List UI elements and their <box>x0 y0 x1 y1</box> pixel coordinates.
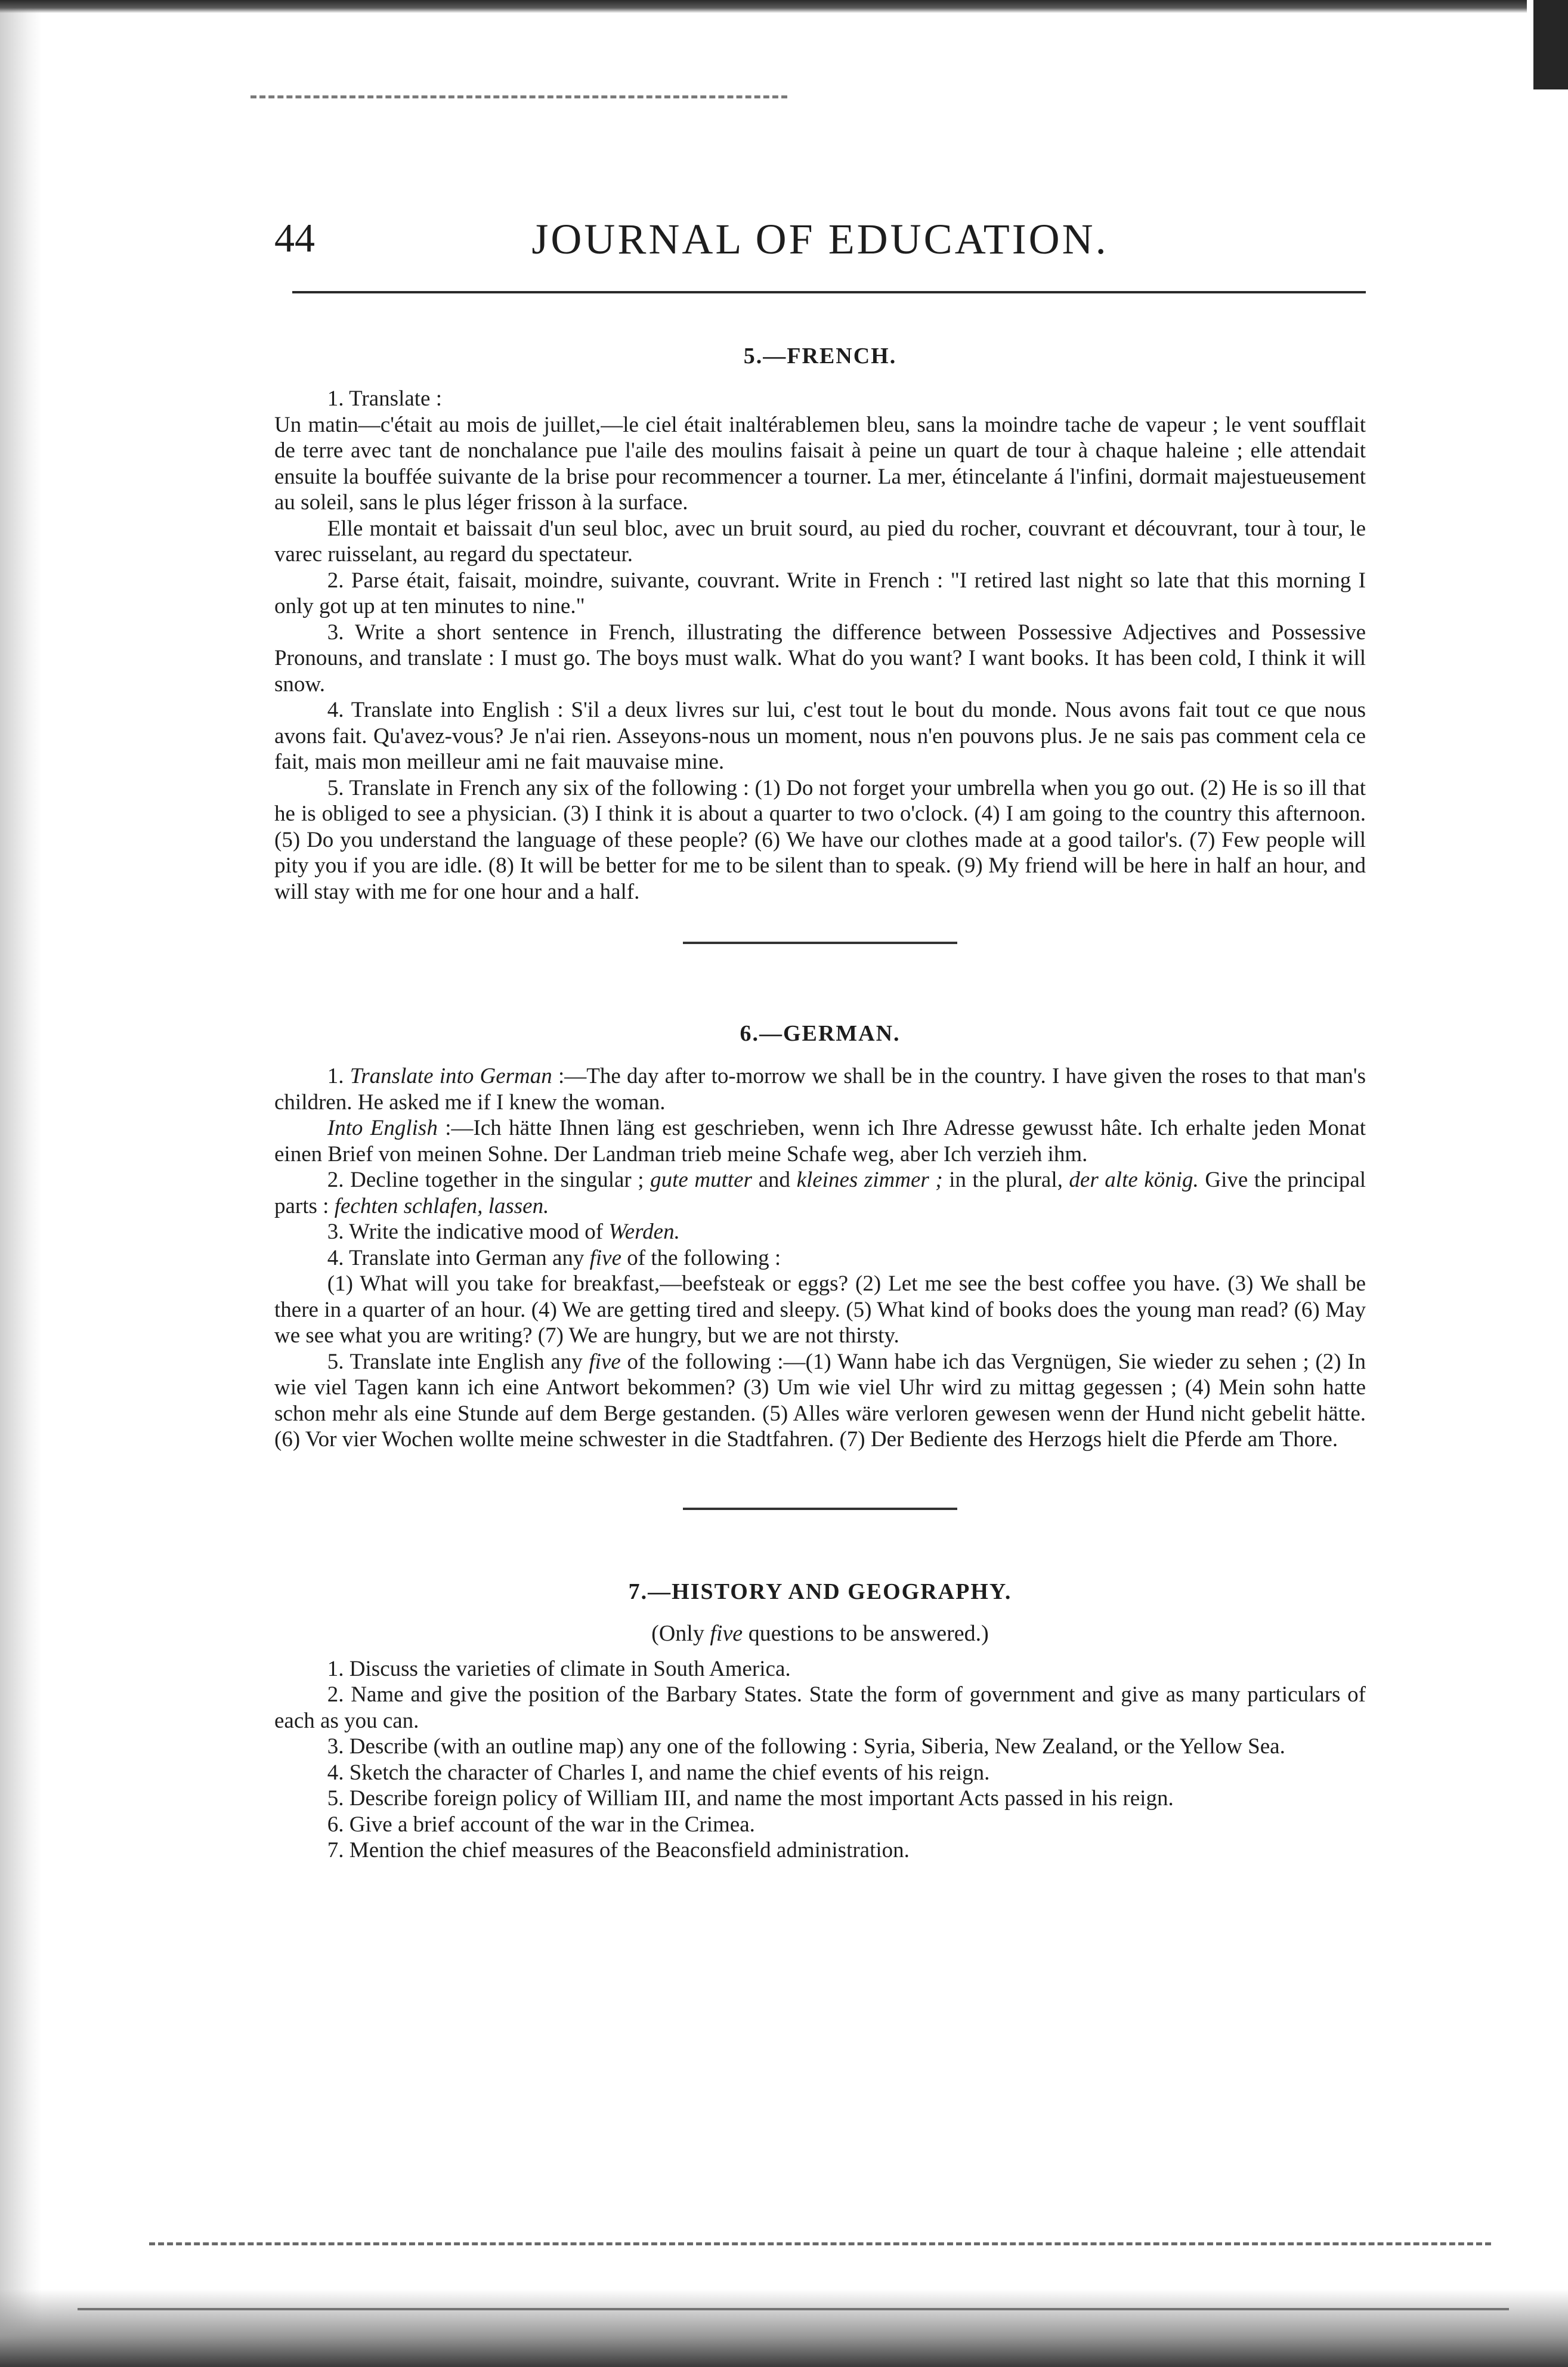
header-rule <box>292 291 1366 293</box>
french-section <box>274 343 1366 905</box>
german-q1b-text: :—Ich hätte Ihnen läng est geschrieben, wenn ich Ihre Adresse gewusst hâte. Ich erhalte jeden Monat einen Brief von meinen Sohne. Der Landman trieb meine Schafe weg, aber Ich verzieh ihm. <box>274 1116 1366 1167</box>
german-section <box>274 1020 1366 1453</box>
french-q3: 3. Write a short sentence in French, illustrating the difference between Possessive Adjectives and Possessive Pronouns, and translate : I must go. The boys must walk. What do you want? I want books. It has been cold, I think it will snow. <box>274 620 1366 697</box>
german-q2-mid: and <box>758 1168 790 1192</box>
history-note-post: questions to be answered.) <box>748 1620 989 1646</box>
french-q5: 5. Translate in French any six of the following : (1) Do not forget your umbrella when you go out. (2) He is so ill that he is obliged to see a physician. (3) I think it is about a quarter to two o'clock. (4) I am going to the country this afternoon. (5) Do you understand the language of these people? (6) We have our clothes made at a good tailor's. (7) Few people will pity you if you are idle. (8) It will be better for me to be silent than to speak. (9) My friend will be here in half an hour, and will stay with me for one hour and a half. <box>274 775 1366 904</box>
german-q4-list: (1) What will you take for breakfast,—beefsteak or eggs? (2) Let me see the best coffee you have. (3) We shall be there in a quarter of an hour. (4) We are getting tired and sleepy. (5) What kind of books does the young man read? (6) May we see what you are writing? (7) We are hungry, but we are not thirsty. <box>274 1271 1366 1348</box>
german-q1: 1. Translate into German :—The day after to-morrow we shall be in the country. I have given the roses to that man's children. He asked me if I knew the woman. <box>274 1064 1366 1115</box>
german-q2-ex2: kleines zimmer ; <box>796 1168 943 1192</box>
page-number: 44 <box>274 215 315 261</box>
german-q3-word: Werden. <box>608 1220 680 1244</box>
history-note-word: five <box>710 1620 743 1646</box>
french-q1-passage: Un matin—c'était au mois de juillet,—le ciel était inaltérablemen bleu, sans la moindre tache de vapeur ; le vent soufflait de terre avec tant de nonchalance pue l'aile des moulins faisait à peine un quart de tour à chaque haleine ; elle attendait ensuite la bouffée suivante de la brise pour recommencer a tourner. La mer, étincelante á l'infini, dormait majestueusement au soleil, sans le plus léger frisson à la surface. <box>274 412 1366 515</box>
history-q2: 2. Name and give the position of the Barbary States. State the form of government and give as many particulars of each as you can. <box>274 1682 1366 1733</box>
history-q3: 3. Describe (with an outline map) any one of the following : Syria, Siberia, New Zealand, or the Yellow Sea. <box>327 1734 1285 1759</box>
german-q5 <box>274 1349 1366 1453</box>
journal-title: JOURNAL OF EDUCATION. <box>531 215 1109 263</box>
scan-left-edge <box>0 0 42 2367</box>
history-note-pre: (Only <box>651 1620 704 1646</box>
history-q7: 7. Mention the chief measures of the Beaconsfield administration. <box>327 1838 910 1862</box>
french-q1-lead: 1. Translate : <box>327 386 443 411</box>
german-q1-label: Translate into German <box>350 1064 552 1088</box>
journal-page <box>274 215 1366 1864</box>
french-q4: 4. Translate into English : S'il a deux livres sur lui, c'est tout le bout du monde. Nous avons fait tout ce que nous avons fait. Qu'avez-vous? Je n'ai rien. Asseyons-nous un moment, nous n'en pouvons plus. Je ne sais pas comment cela ce fait, mais mon meilleur ami ne fait mauvaise mine. <box>274 698 1366 774</box>
history-note <box>274 1620 1366 1647</box>
scan-dash-top <box>250 95 787 98</box>
german-q3 <box>274 1219 1366 1245</box>
german-q2 <box>274 1167 1366 1219</box>
german-q2-mid3: Give the principal parts : <box>274 1168 1366 1218</box>
german-q4-pre: 4. Translate into German any <box>327 1245 584 1270</box>
page-header <box>274 215 1366 286</box>
scan-top-edge <box>0 0 1527 13</box>
history-q5: 5. Describe foreign policy of William III, and name the most important Acts passed in his reign. <box>327 1786 1174 1811</box>
history-section <box>274 1579 1366 1864</box>
german-q4-word: five <box>589 1245 622 1270</box>
scan-bottom-edge <box>0 2289 1568 2367</box>
section-title-history: 7.—HISTORY AND GEOGRAPHY. <box>628 1579 1012 1604</box>
german-q1b-label: Into English <box>327 1116 438 1140</box>
german-q4 <box>274 1245 1366 1271</box>
german-q5-word: five <box>589 1349 621 1374</box>
german-q1b <box>274 1115 1366 1167</box>
section-title-german: 6.—GERMAN. <box>740 1021 901 1046</box>
section-separator <box>683 1508 957 1510</box>
german-q2-ex3: der alte könig. <box>1069 1168 1199 1192</box>
german-q3-pre: 3. Write the indicative mood of <box>327 1220 604 1244</box>
section-separator <box>683 942 957 944</box>
section-title-french: 5.—FRENCH. <box>743 344 897 369</box>
german-q5-pre: 5. Translate inte English any <box>327 1349 583 1374</box>
german-q2-pre: 2. Decline together in the singular ; <box>327 1168 644 1192</box>
german-q4-post: of the following : <box>627 1245 781 1270</box>
french-q1-passage-2: Elle montait et baissait d'un seul bloc, avec un bruit sourd, au pied du rocher, couvrant et découvrant, tour à tour, le varec ruisselant, au regard du spectateur. <box>274 516 1366 567</box>
scan-dash-bottom <box>149 2242 1491 2245</box>
german-q1-text: :—The day after to-morrow we shall be in the country. I have given the roses to that man's children. He asked me if I knew the woman. <box>274 1064 1366 1115</box>
history-q1: 1. Discuss the varieties of climate in South America. <box>327 1656 791 1681</box>
history-q6: 6. Give a brief account of the war in the Crimea. <box>327 1812 755 1837</box>
german-q5-post: of the following :—(1) Wann habe ich das Vergnügen, Sie wieder zu sehen ; (2) In wie viel Tagen kann ich eine Antwort bekommen? (3) Um wie viel Uhr wird zu mittag gegessen ; (4) Mein sohn hatte schon mehr als eine Stunde auf dem Berge gestanden. (5) Alles wäre verloren gewesen wenn der Hund nicht gebelit hätte. (6) Vor vier Wochen wollte meine schwester in die Stadtfahren. (7) Der Bediente des Herzogs hielt die Pferde am Thore. <box>274 1349 1366 1452</box>
german-q2-ex1: gute mutter <box>650 1168 752 1192</box>
history-q4: 4. Sketch the character of Charles I, and name the chief events of his reign. <box>327 1760 990 1785</box>
scan-corner-mark <box>1533 0 1568 89</box>
german-q2-ex4: fechten schlafen, lassen. <box>334 1193 549 1218</box>
french-q2: 2. Parse était, faisait, moindre, suivante, couvrant. Write in French : "I retired last night so late that this morning I only got up at ten minutes to nine." <box>274 568 1366 618</box>
german-q2-mid2: in the plural, <box>949 1168 1063 1192</box>
